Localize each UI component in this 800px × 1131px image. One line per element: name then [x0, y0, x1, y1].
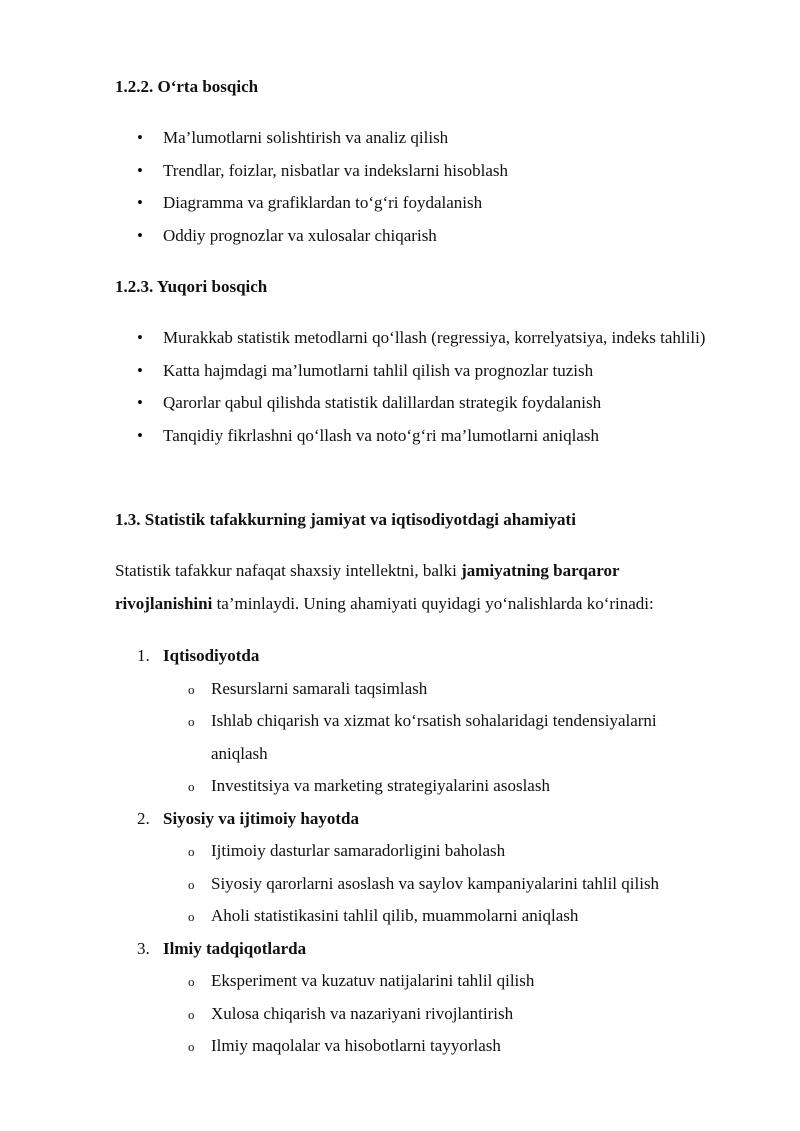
sub-list-item: o Xulosa chiqarish va nazariyani rivojlantirish [0, 998, 800, 1031]
list-item: • Tanqidiy fikrlashni qo‘llash va noto‘g‘ri ma’lumotlarni aniqlash [0, 420, 800, 453]
list-item: • Ma’lumotlarni solishtirish va analiz qilish [0, 122, 800, 155]
list-item: • Trendlar, foizlar, nisbatlar va indekslarni hisoblash [0, 155, 800, 188]
bullet-icon: • [137, 393, 143, 412]
section-heading-1-3: 1.3. Statistik tafakkurning jamiyat va iqtisodiyotdagi ahamiyati [115, 510, 576, 529]
circle-bullet-icon: o [188, 681, 195, 697]
circle-bullet-icon: o [188, 844, 195, 859]
circle-bullet-icon: o [188, 1039, 195, 1054]
sub-list-item: o Ilmiy maqolalar va hisobotlarni tayyorlash [0, 1030, 800, 1063]
circle-bullet-icon: o [188, 974, 195, 989]
intro-paragraph: Statistik tafakkur nafaqat shaxsiy intellektni, balki jamiyatning barqaror rivojlanishini ta’minlaydi. Uning ahamiyati quyidagi yo‘nalishlarda ko‘rinadi: [115, 561, 654, 613]
list-item: • Diagramma va grafiklardan to‘g‘ri foydalanish [0, 187, 800, 220]
numbered-item-ilmiy: 3. Ilmiy tadqiqotlarda o Eksperiment va kuzatuv natijalarini tahlil qilish o Xulosa chiqarish va nazariyani rivojlantirish o Ilmiy maqolalar va hisobotlarni tayyorlash [0, 933, 800, 1063]
bullet-icon: • [137, 193, 143, 212]
list-item: • Murakkab statistik metodlarni qo‘llash (regressiya, korrelyatsiya, indeks tahlili) [0, 322, 800, 355]
numbered-item-siyosiy: 2. Siyosiy va ijtimoiy hayotda o Ijtimoiy dasturlar samaradorligini baholash o Siyosiy qarorlarni asoslash va saylov kampaniyalarini tahlil qilish o Aholi statistikasini tahlil qilib, muammolarni aniqlash [0, 803, 800, 933]
section-heading-1-2-3: 1.2.3. Yuqori bosqich [115, 277, 268, 296]
section-heading-1-2-2: 1.2.2. O‘rta bosqich [115, 77, 259, 96]
list-item: • Qarorlar qabul qilishda statistik dalillardan strategik foydalanish [0, 387, 800, 420]
list-item: • Oddiy prognozlar va xulosalar chiqarish [0, 220, 800, 253]
circle-bullet-icon: o [188, 909, 195, 924]
circle-bullet-icon: o [188, 1006, 195, 1022]
bullet-list-1-2-2 [0, 122, 800, 252]
bullet-icon: • [137, 328, 143, 347]
sub-list-item: o Siyosiy qarorlarni asoslash va saylov kampaniyalarini tahlil qilish [0, 868, 800, 901]
bullet-icon: • [137, 160, 143, 180]
bullet-list-1-2-3 [0, 322, 800, 452]
sub-list-item: o Eksperiment va kuzatuv natijalarini tahlil qilish [0, 965, 800, 998]
numbered-list [0, 640, 800, 1063]
sub-list-item: o Investitsiya va marketing strategiyalarini asoslash [0, 770, 800, 803]
sub-list-item: o Aholi statistikasini tahlil qilib, muammolarni aniqlash [0, 900, 800, 933]
circle-bullet-icon: o [188, 876, 195, 892]
bullet-icon: • [137, 128, 143, 147]
sub-list-item: o Ijtimoiy dasturlar samaradorligini baholash [0, 835, 800, 868]
sub-list-item: o Ishlab chiqarish va xizmat ko‘rsatish sohalaridagi tendensiyalarni aniqlash [0, 705, 800, 770]
sub-list-item: o Resurslarni samarali taqsimlash [0, 673, 800, 706]
circle-bullet-icon: o [188, 779, 195, 794]
numbered-item-iqtisodiyot: 1. Iqtisodiyotda o Resurslarni samarali taqsimlash o Ishlab chiqarish va xizmat ko‘rsatish sohalaridagi tendensiyalarni aniqlash o Investitsiya va marketing strategiyalarini asoslash [0, 640, 800, 803]
list-item: • Katta hajmdagi ma’lumotlarni tahlil qilish va prognozlar tuzish [0, 355, 800, 388]
bullet-icon: • [137, 425, 143, 445]
bullet-icon: • [137, 360, 143, 380]
bullet-icon: • [137, 225, 143, 245]
circle-bullet-icon: o [188, 714, 195, 729]
